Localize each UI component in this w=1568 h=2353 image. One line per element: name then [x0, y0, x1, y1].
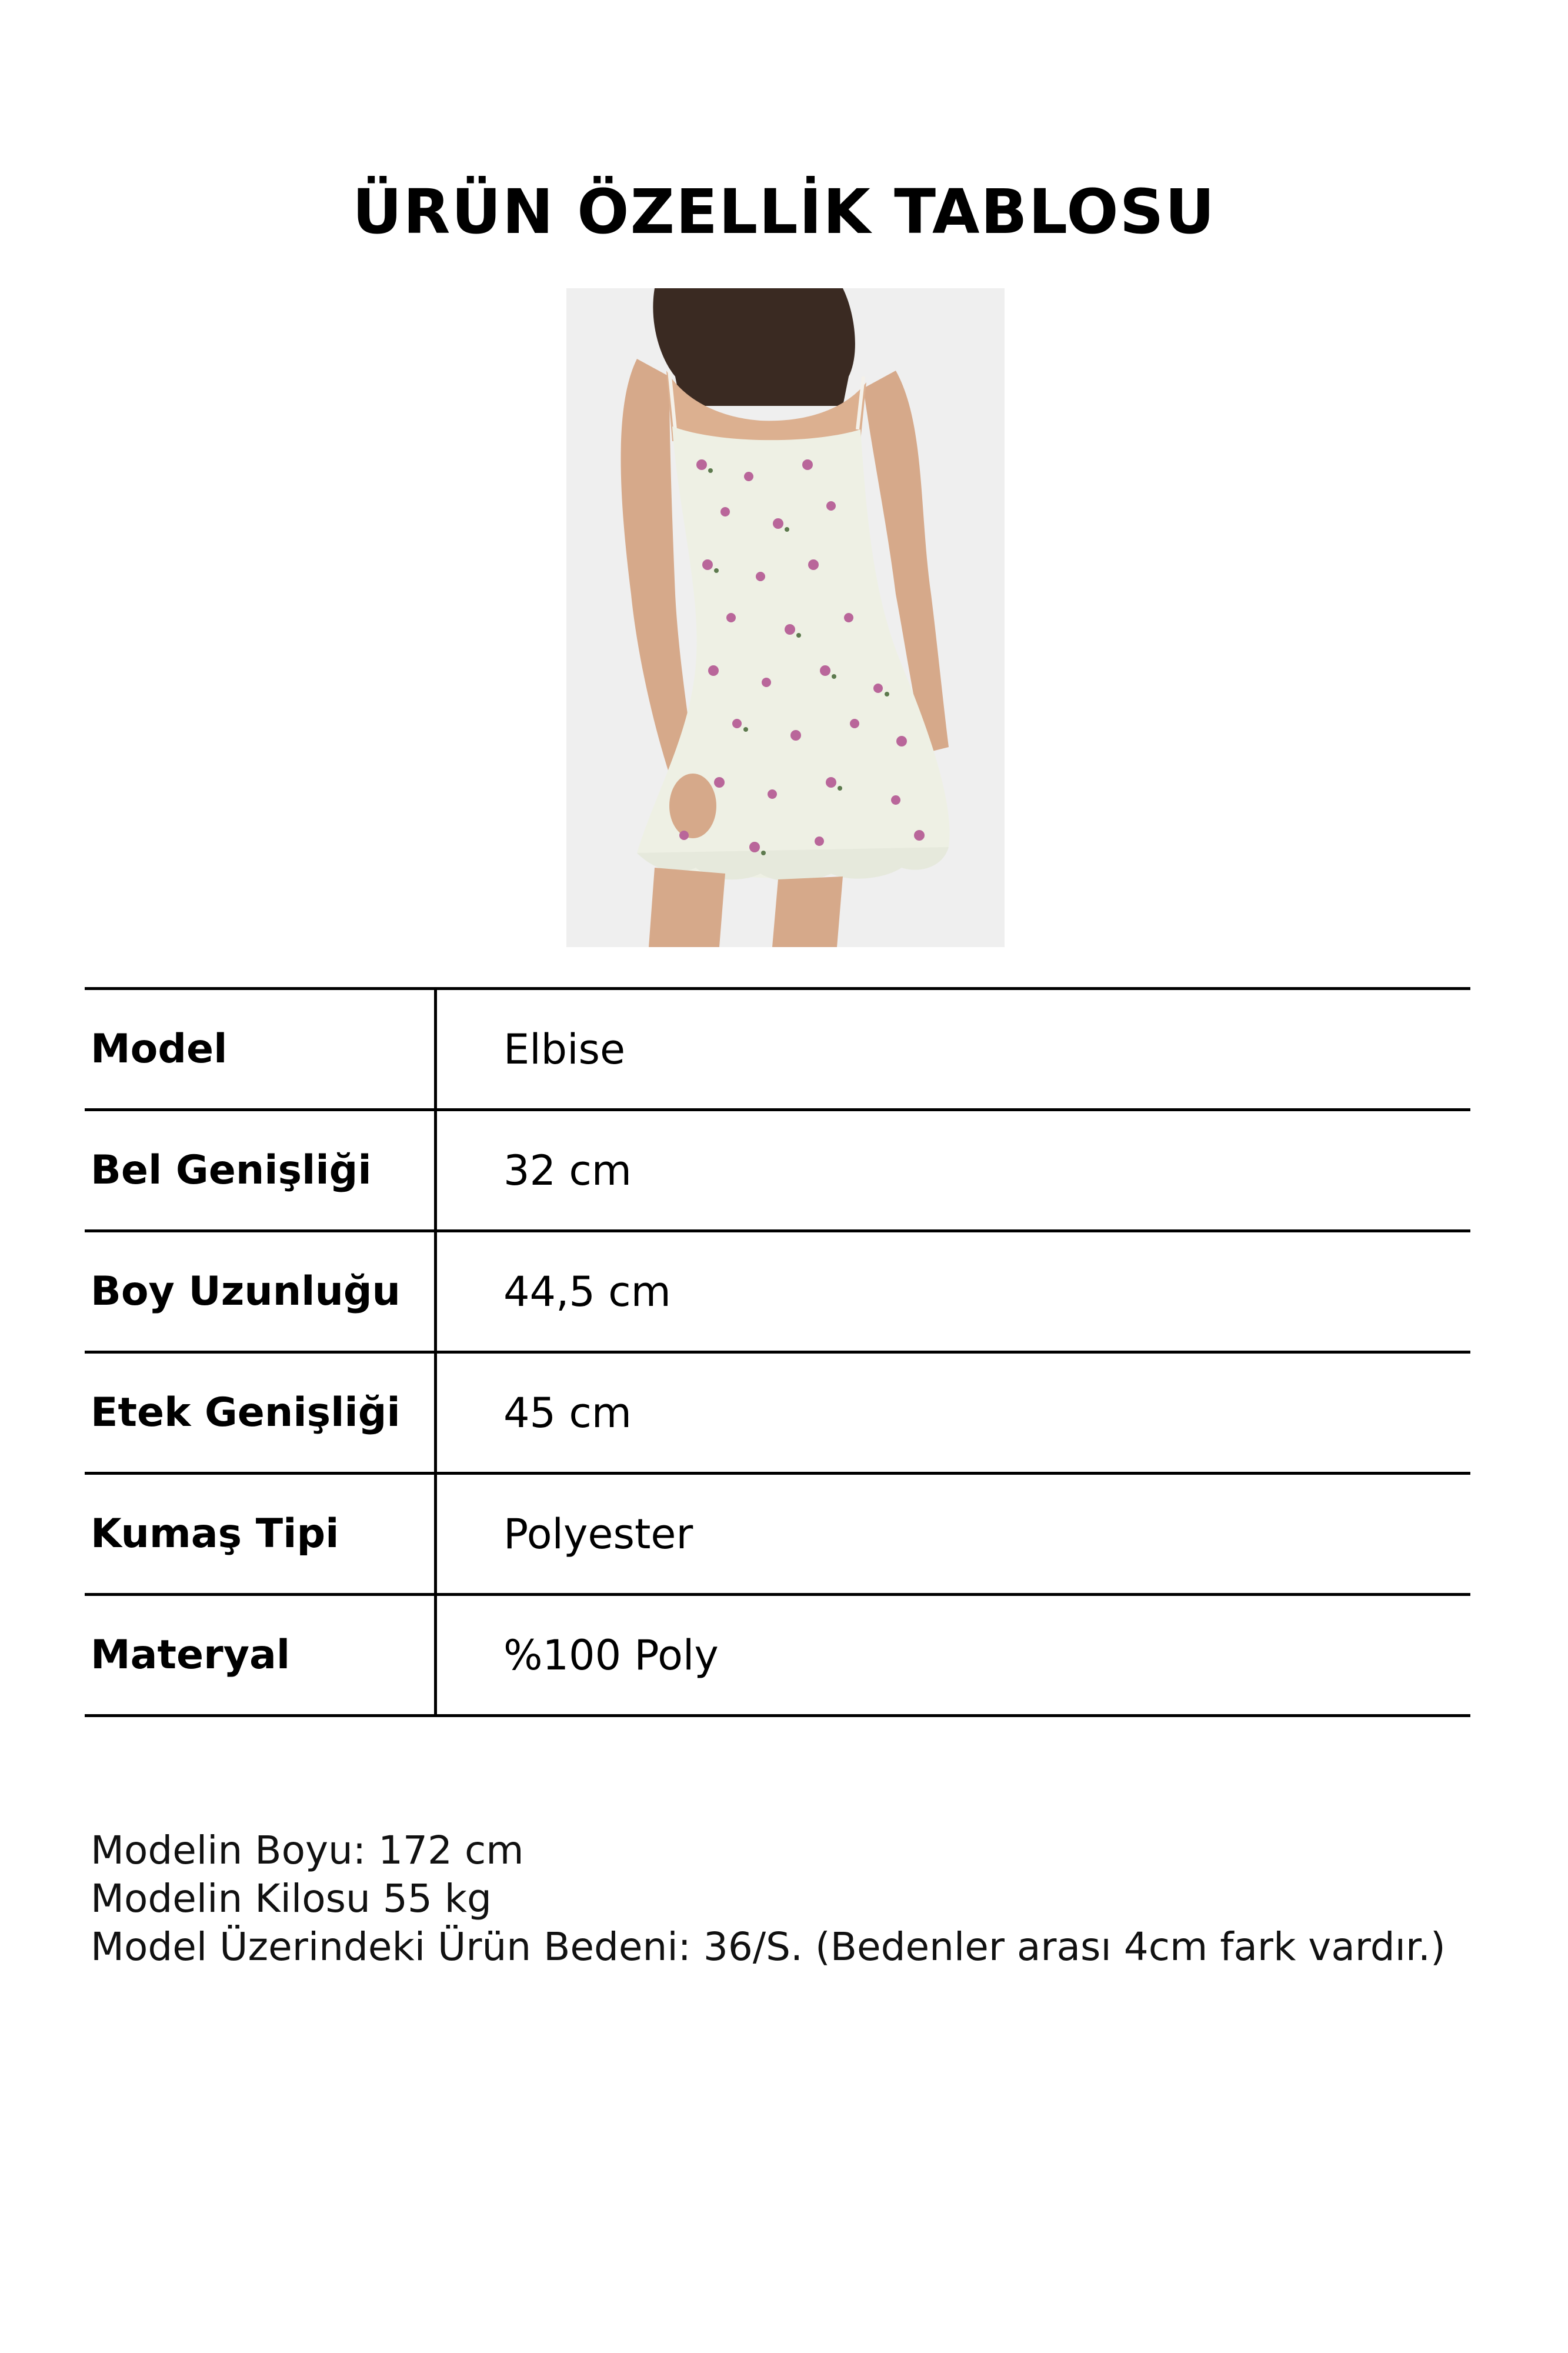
spec-value: 44,5 cm [503, 1267, 671, 1316]
table-row [85, 987, 1470, 1108]
note-model-height: Modelin Boyu: 172 cm [91, 1828, 524, 1873]
spec-value: Polyester [503, 1509, 693, 1558]
column-divider [434, 990, 437, 1108]
note-model-weight: Modelin Kilosu 55 kg [91, 1876, 492, 1921]
spec-value: %100 Poly [503, 1631, 719, 1679]
table-row [85, 1108, 1470, 1229]
dress-model-illustration [566, 288, 1005, 947]
table-row [85, 1351, 1470, 1472]
spec-label: Model [91, 1026, 228, 1072]
spec-value: Elbise [503, 1025, 626, 1074]
spec-label: Boy Uzunluğu [91, 1268, 401, 1315]
table-row [85, 1472, 1470, 1593]
column-divider [434, 1475, 437, 1593]
spec-label: Bel Genişliği [91, 1147, 372, 1194]
product-photo [566, 288, 1005, 947]
table-row [85, 1229, 1470, 1351]
spec-value: 45 cm [503, 1388, 632, 1437]
spec-label: Kumaş Tipi [91, 1511, 339, 1557]
column-divider [434, 1232, 437, 1351]
spec-value: 32 cm [503, 1146, 632, 1195]
spec-label: Etek Genişliği [91, 1389, 401, 1436]
note-model-size: Model Üzerindeki Ürün Bedeni: 36/S. (Bedenler arası 4cm fark vardır.) [91, 1924, 1446, 1969]
column-divider [434, 1111, 437, 1229]
table-row [85, 1593, 1470, 1717]
column-divider [434, 1354, 437, 1472]
column-divider [434, 1596, 437, 1714]
spec-table [85, 987, 1470, 1717]
page-title: ÜRÜN ÖZELLİK TABLOSU [352, 176, 1216, 248]
model-notes [91, 1827, 1446, 1971]
spec-label: Materyal [91, 1632, 291, 1678]
